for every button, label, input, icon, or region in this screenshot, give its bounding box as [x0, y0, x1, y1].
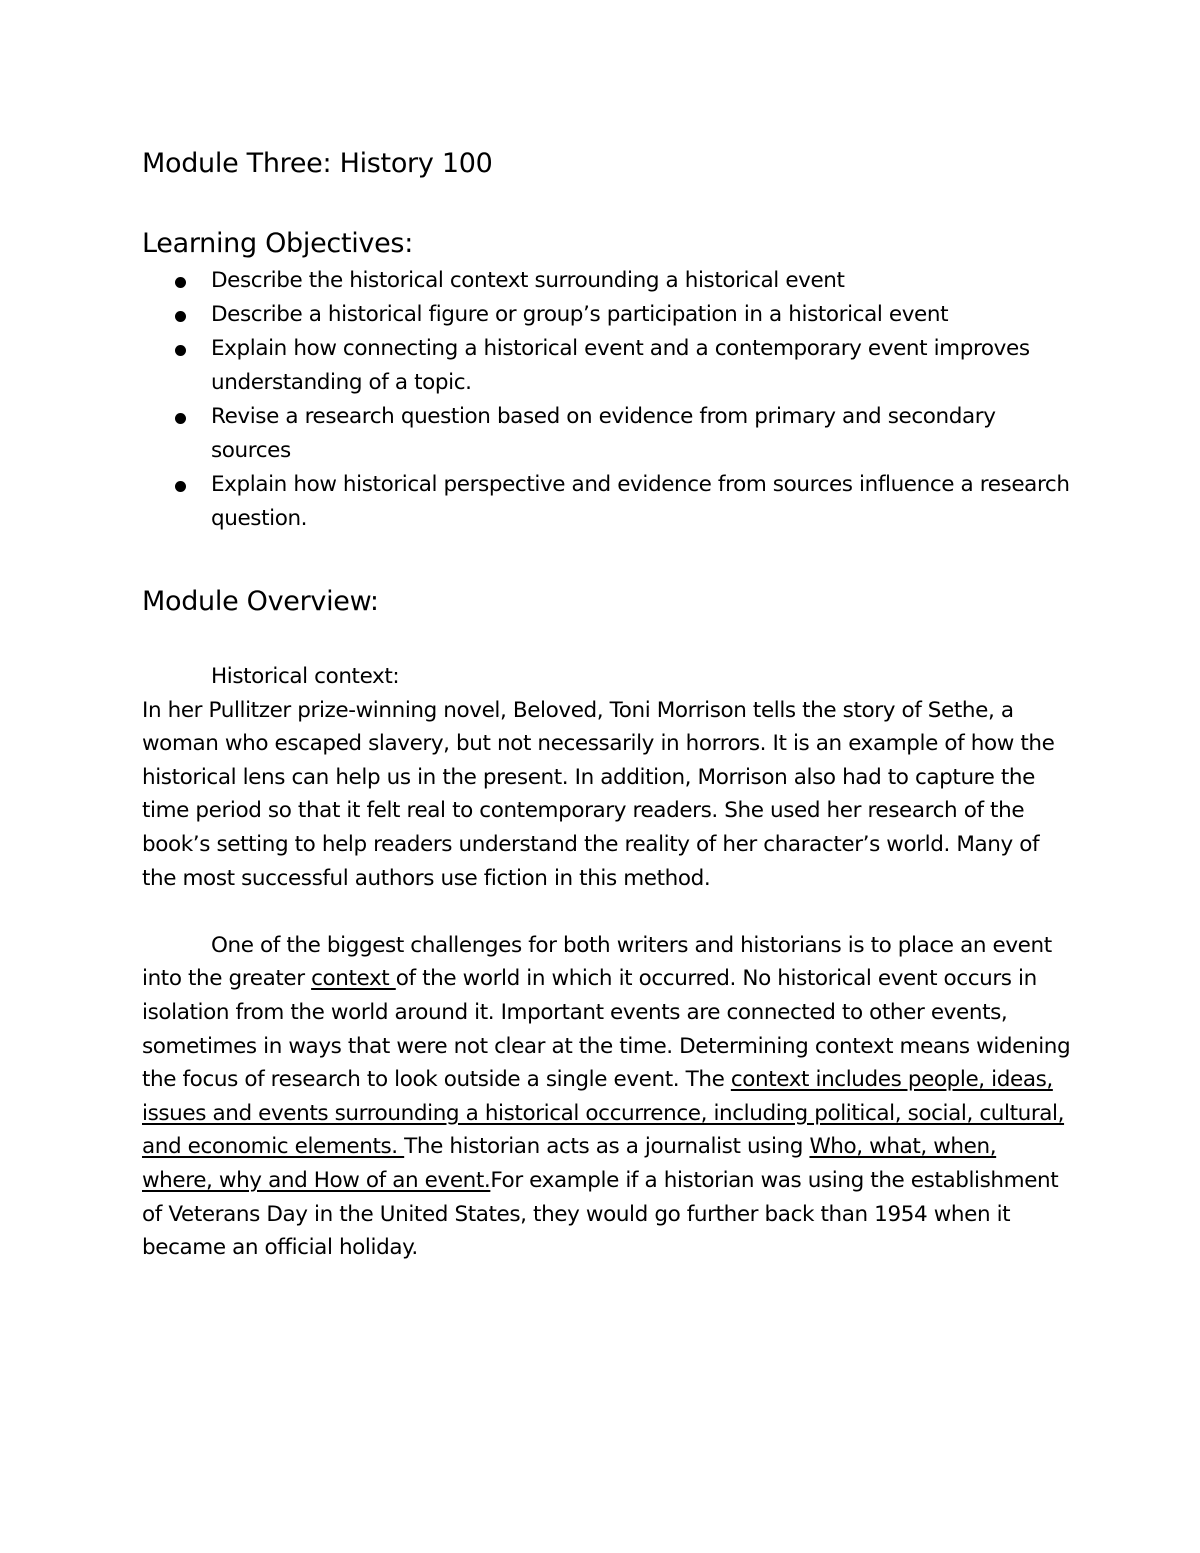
overview-paragraph-2: One of the biggest challenges for both writers and historians is to place an event into the greater context of the world in which it occurred. No historical event occurs in isolation from the world around it. Important events are connected to other events, sometimes in ways that were not clear at the time. Determining context means widening the focus of research to look outside a single event. The context includes people, ideas, issues and events surrounding a historical occurrence, including political, social, cultural, and economic elements. The historian acts as a journalist using Who, what, when, where, why and How of an event.For example if a historian was using the establishment of Veterans Day in the United States, they would go further back than 1954 when it became an official holiday.	[142, 932, 1071, 1261]
learning-objectives-list	[142, 264, 1072, 536]
bullet-icon	[175, 311, 186, 322]
module-overview-heading: Module Overview:	[142, 586, 379, 617]
objective-item: Describe a historical figure or group’s participation in a historical event	[142, 298, 1072, 332]
overview-paragraph-1: In her Pullitzer prize-winning novel, Beloved, Toni Morrison tells the story of Sethe, a woman who escaped slavery, but not necessarily in horrors. It is an example of how the historical lens can help us in the present. In addition, Morrison also had to capture the time period so that it felt real to contemporary readers. She used her research of the book’s setting to help readers understand the reality of her character’s world. Many of the most successful authors use fiction in this method.	[142, 697, 1055, 891]
bullet-icon	[175, 345, 186, 356]
objective-item: Describe the historical context surrounding a historical event	[142, 264, 1072, 298]
bullet-icon	[175, 413, 186, 424]
bullet-icon	[175, 277, 186, 288]
underlined-context: context	[311, 966, 396, 992]
underlined-context-definition: context includes people, ideas, issues and events surrounding a historical occurrence, including political, social, cultural, and economic elements.	[142, 1067, 1065, 1160]
underlined-five-ws: Who, what, when, where, why and How of an event.	[142, 1134, 997, 1193]
learning-objectives-heading: Learning Objectives:	[142, 228, 413, 259]
document-title: Module Three: History 100	[142, 148, 493, 179]
objective-item: Explain how historical perspective and evidence from sources influence a research question.	[142, 468, 1072, 536]
historical-context-subheading: Historical context:	[211, 664, 400, 689]
objective-item: Revise a research question based on evidence from primary and secondary sources	[142, 400, 1072, 468]
bullet-icon	[175, 481, 186, 492]
document-page	[142, 140, 1072, 1265]
objective-item: Explain how connecting a historical event and a contemporary event improves understanding of a topic.	[142, 332, 1072, 400]
